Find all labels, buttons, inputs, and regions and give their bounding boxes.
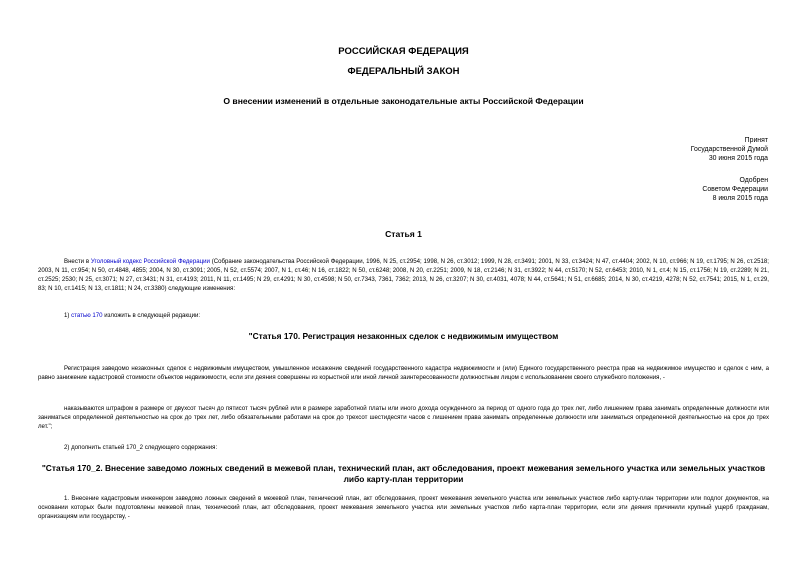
adoption-federation-council [548,176,768,203]
article-170-2-heading: "Статья 170_2. Внесение заведомо ложных сведений в межевой план, технический план, акт обследования, проект межевания земельного участка или земельных участков либо карту-план территории [41,463,766,484]
article-170-paragraph-1: Регистрация заведомо незаконных сделок с недвижимым имуществом, умышленное искажение сведений государственного кадастра недвижимости и (или) Единого государственного реестра прав на недвижимое имущество и сделок с ним, а равно занижение кадастровой стоимости объектов недвижимости, если эти деяния совершены из корыстной или иной личной заинтересованности должностным лицом с использованием своего служебного положения, - [38,365,769,382]
article-170-link[interactable]: статью 170 [71,312,103,319]
article-170-paragraph-2: наказываются штрафом в размере от двухсот тысяч до пятисот тысяч рублей или в размере заработной платы или иного дохода осужденного за период от одного года до трех лет, либо лишением права занимать определенные должности или заниматься определенной деятельностью на срок до трех лет, либо обязательными работами на срок до трехсот шестидесяти часов с лишением права занимать определенные должности или заниматься определенной деятельностью на срок до трех лет."; [38,405,769,431]
item-2: 2) дополнить статьей 170_2 следующего содержания: [64,444,218,451]
accepted-by: Государственной Думой [690,146,768,153]
intro-rest: (Собрание законодательства Российской Федерации, 1996, N 25, ст.2954; 1998, N 26, ст.3012; 1999, N 28, ст.3491; 2001, N 33, ст.3424; N 47, ст.4404; 2002, N 10, ст.966; N 19, ст.1795; N 26, ст.2518; 2003, N 11, ст.954; N 50, ст.4848, 4855; 2004, N 30, ст.3091; 2005, N 52, ст.5574; 2007, N 1, ст.46; N 16, ст.1822; N 50, ст.6248; 2008, N 20, ст.2251; 2009, N 18, ст.2146; N 31, ст.3922; N 44, ст.5170; N 52, ст.6453; 2010, N 1, ст.4; N 15, ст.1756; N 19, ст.2289; N 21, ст.2525; 2530; N 25, ст.3071; N 27, ст.3431; N 31, ст.4193; 2011, N 11, ст.1495; N 29, ст.4291; N 30, ст.4598; N 50, ст.7343, 7361, 7362; 2013, N 26, ст.3207; N 30, ст.4031, 4078; N 44, ст.5641; N 51, ст.6685; 2014, N 30, ст.4219, 4278; N 52, ст.7541; 2015, N 1, ст.29, 83; N 10, ст.1415; N 13, ст.1811; N 24, ст.3380) следующие изменения: [38,258,769,293]
approved-word: Одобрен [739,177,768,184]
intro-prefix: Внести в [64,258,91,265]
article-1-intro [38,257,769,293]
approved-by: Советом Федерации [702,186,768,193]
item-1-prefix: 1) [64,312,72,319]
article-1-heading: Статья 1 [385,229,422,239]
accepted-date: 30 июня 2015 года [708,155,768,162]
approved-date: 8 июля 2015 года [712,195,768,202]
criminal-code-link[interactable]: Уголовный кодекс Российской Федерации [90,258,210,265]
law-title: О внесении изменений в отдельные законодательные акты Российской Федерации [223,96,584,106]
law-type-heading: ФЕДЕРАЛЬНЫЙ ЗАКОН [347,66,460,77]
accepted-word: Принят [744,137,768,144]
item-1 [38,311,769,320]
country-heading: РОССИЙСКАЯ ФЕДЕРАЦИЯ [338,46,469,57]
item-1-rest: изложить в следующей редакции: [102,312,201,319]
article-170-2-paragraph-1: 1. Внесение кадастровым инженером заведомо ложных сведений в межевой план, технический план, акт обследования, проект межевания земельного участка или земельных участков либо карту-план территории или подлог документов, на основании которых были подготовлены межевой план, технический план, акт обследования, проект межевания земельного участка или земельных участков либо карта-план территории, если эти деяния причинили крупный ущерб гражданам, организациям или государству, - [38,495,769,521]
article-170-heading: "Статья 170. Регистрация незаконных сделок с недвижимым имуществом [248,331,559,341]
adoption-duma [548,136,768,163]
